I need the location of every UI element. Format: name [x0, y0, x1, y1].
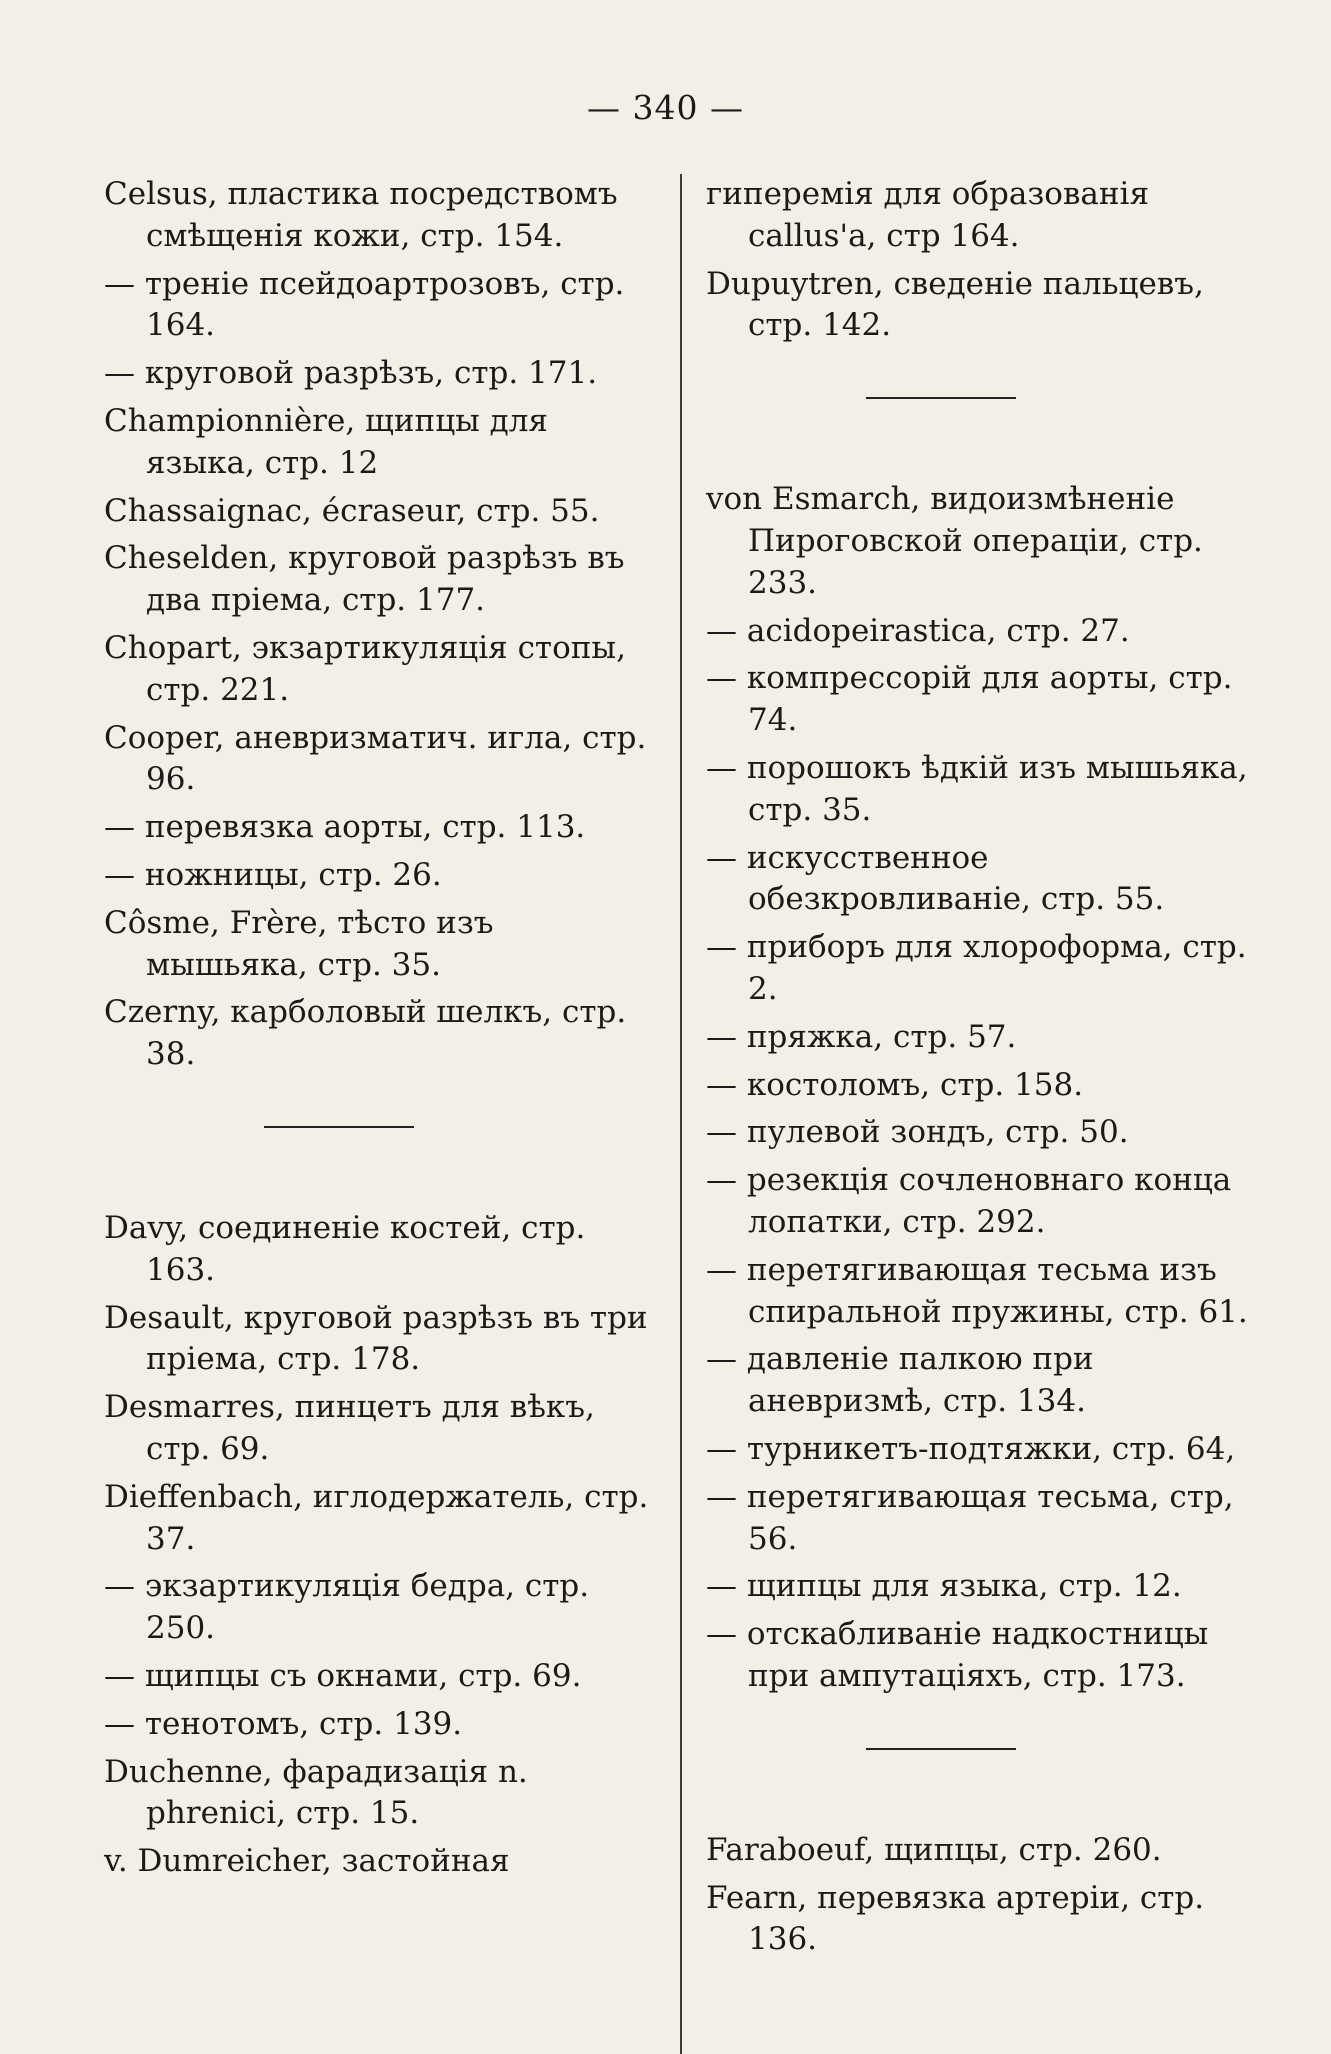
index-entry: Celsus, пластика посредствомъ смѣщенія кожи, стр. 154. [104, 176, 618, 254]
index-entry: Davy, соединеніе костей, стр. 163. [104, 1209, 586, 1288]
index-entry: — круговой разрѣзъ, стр. 171. [104, 355, 598, 392]
index-entry: Duchenne, фарадизація n. phrenici, стр. 15. [104, 1753, 528, 1832]
index-entry: Côsme, Frère, тѣсто изъ мышьяка, стр. 35. [104, 904, 494, 983]
section-d-entries [104, 1208, 664, 1883]
index-entry: — перетягивающая тесьма, стр, 56. [706, 1478, 1234, 1557]
index-entry: — костоломъ, стр. 158. [706, 1066, 1084, 1103]
column-divider [680, 174, 682, 2054]
index-entry: — компрессорій для аорты, стр. 74. [706, 660, 1233, 739]
left-column [104, 174, 664, 1889]
right-column [706, 174, 1266, 1967]
index-entry: Cheselden, круговой разрѣзъ въ два пріема, стр. 177. [104, 540, 625, 619]
index-entry: — перетягивающая тесьма изъ спиральной пружины, стр. 61. [706, 1251, 1248, 1330]
index-entry: — щипцы съ окнами, стр. 69. [104, 1657, 582, 1694]
section-d-continued-entries [706, 174, 1266, 347]
section-separator [264, 1126, 414, 1128]
index-entry: — пряжка, стр. 57. [706, 1018, 1017, 1055]
index-entry: — порошокъ ѣдкій изъ мышьяка, стр. 35. [706, 749, 1248, 828]
index-entry: — приборъ для хлороформа, стр. 2. [706, 929, 1247, 1007]
page-number: — 340 — [587, 88, 744, 127]
index-entry: Desault, круговой разрѣзъ въ три пріема, стр. 178. [104, 1299, 648, 1378]
index-entry: — резекція сочленовнаго конца лопатки, стр. 292. [706, 1162, 1232, 1240]
index-entry: — перевязка аорты, стр. 113. [104, 809, 586, 846]
index-entry: — давленіе палкою при аневризмѣ, стр. 134. [706, 1341, 1094, 1420]
index-entry: — искусственное обезкровливаніе, стр. 55. [706, 839, 1165, 918]
index-entry: — отскабливаніе надкостницы при ампутаціяхъ, стр. 173. [706, 1616, 1209, 1694]
index-entry: — щипцы для языка, стр. 12. [706, 1568, 1182, 1605]
index-entry: von Esmarch, видоизмѣненіе Пироговской операціи, стр. 233. [706, 481, 1203, 601]
index-entry: — турникетъ-подтяжки, стр. 64, [706, 1430, 1236, 1467]
index-entry: Championnière, щипцы для языка, стр. 12 [104, 402, 548, 481]
index-entry: — ножницы, стр. 26. [104, 856, 442, 893]
index-entry: Dieffenbach, иглодержатель, стр. 37. [104, 1478, 649, 1557]
index-entry: Fearn, перевязка артеріи, стр. 136. [706, 1879, 1205, 1958]
index-entry: Czerny, карболовый шелкъ, стр. 38. [104, 994, 627, 1073]
section-f-entries [706, 1830, 1266, 1961]
section-separator [866, 397, 1016, 399]
index-entry: — тенотомъ, стр. 139. [104, 1705, 463, 1742]
index-entry: — acidopeirastica, стр. 27. [706, 612, 1130, 649]
index-entry: Cooper, аневризматич. игла, стр. 96. [104, 719, 647, 798]
index-entry: — экзартикуляція бедра, стр. 250. [104, 1568, 590, 1647]
section-separator [866, 1748, 1016, 1750]
index-entry: Chassaignac, écraseur, стр. 55. [104, 492, 600, 529]
index-entry: Dupuytren, сведеніе пальцевъ, стр. 142. [706, 265, 1204, 344]
section-e-entries [706, 479, 1266, 1698]
index-entry: — треніе псейдоартрозовъ, стр. 164. [104, 265, 625, 344]
index-entry: Desmarres, пинцетъ для вѣкъ, стр. 69. [104, 1389, 595, 1467]
index-entry: гиперемія для образованія callus'а, стр 164. [706, 176, 1150, 254]
index-entry: v. Dumreicher, застойная [104, 1843, 510, 1880]
section-c-entries [104, 174, 664, 1076]
index-entry: Faraboeuf, щипцы, стр. 260. [706, 1831, 1162, 1868]
index-entry: Chopart, экзартикуляція стопы, стр. 221. [104, 629, 626, 708]
index-entry: — пулевой зондъ, стр. 50. [706, 1114, 1129, 1151]
